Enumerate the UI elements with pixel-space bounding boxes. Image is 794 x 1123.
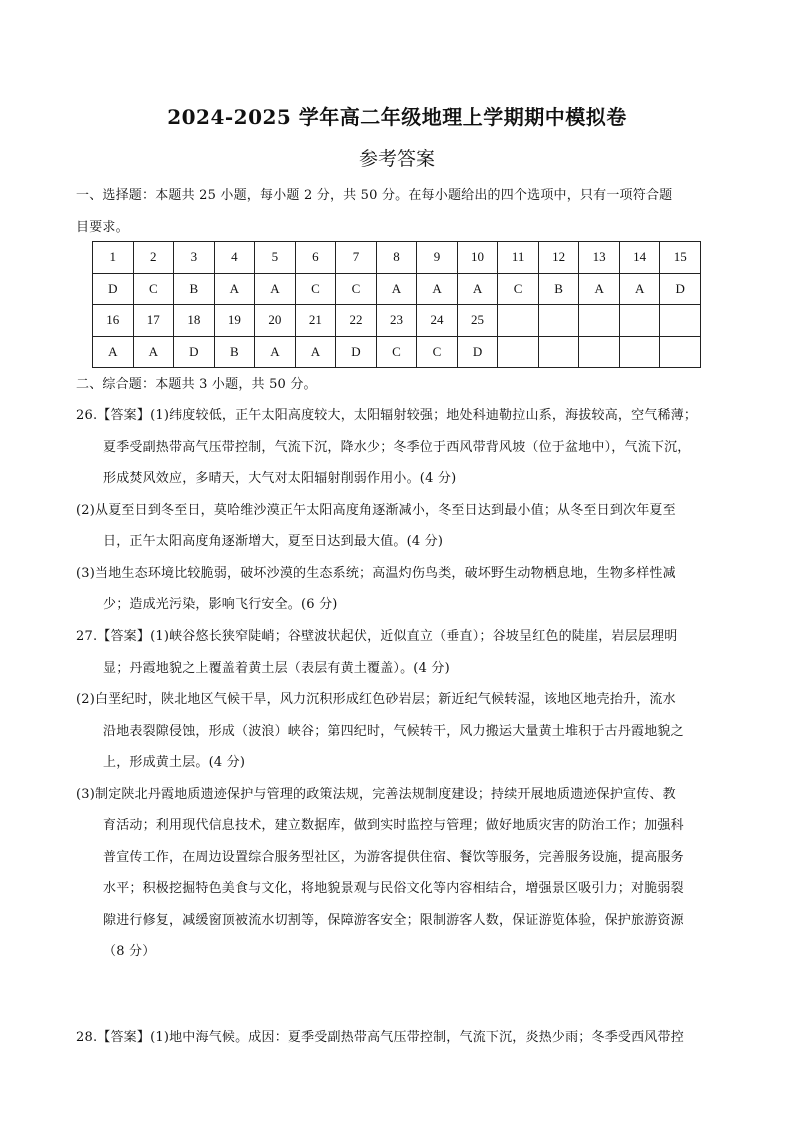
answer-cell: A: [255, 273, 296, 305]
question-number-cell: [579, 305, 620, 337]
question-number-cell: 7: [336, 242, 377, 274]
section1-line: 目要求。: [76, 219, 129, 235]
q26-line: 少；造成光污染，影响飞行安全。(6 分): [103, 597, 338, 612]
question-number-cell: [498, 305, 539, 337]
question-number-cell: 14: [619, 242, 660, 274]
question-number-cell: 11: [498, 242, 539, 274]
question-number-cell: [660, 305, 701, 337]
answer-cell: B: [538, 273, 579, 305]
question-number-cell: [538, 305, 579, 337]
q26-line: 26.【答案】(1)纬度较低，正午太阳高度较大，太阳辐射较强；地处科迪勒拉山系，海拔较高，空气稀薄；: [76, 408, 698, 423]
question-number-cell: 20: [255, 305, 296, 337]
q26-line: (2)从夏至日到冬至日，莫哈维沙漠正午太阳高度角逐渐减小，冬至日达到最小值；从冬至日到次年夏至: [76, 502, 676, 518]
question-number-cell: 1: [93, 242, 134, 274]
question-number-cell: 4: [214, 242, 255, 274]
q27-line: 隙进行修复，减缓窗顶被流水切割等，保障游客安全；限制游客人数，保证游览体验，保护旅游资源: [103, 912, 684, 928]
question-number-cell: 25: [457, 305, 498, 337]
answer-cell: [619, 336, 660, 368]
answer-cell: A: [457, 273, 498, 305]
question-number-cell: 19: [214, 305, 255, 337]
question-number-cell: 15: [660, 242, 701, 274]
answer-cell: [498, 336, 539, 368]
question-number-cell: 12: [538, 242, 579, 274]
answer-cell: C: [336, 273, 377, 305]
q27-line: （8 分）: [103, 944, 156, 959]
answer-row: [93, 336, 701, 368]
answer-cell: D: [174, 336, 215, 368]
q27-line: 沿地表裂隙侵蚀，形成（波浪）峡谷；第四纪时，气候转干，风力搬运大量黄土堆积于古丹霞地貌之: [103, 723, 684, 739]
answer-cell: C: [295, 273, 336, 305]
question-number-cell: 3: [174, 242, 215, 274]
q26-line: (3)当地生态环境比较脆弱，破坏沙漠的生态系统；高温灼伤鸟类，破坏野生动物栖息地，生物多样性减: [76, 565, 676, 581]
question-number-cell: 13: [579, 242, 620, 274]
question-number-cell: 8: [376, 242, 417, 274]
page-title: 2024-2025 学年高二年级地理上学期期中模拟卷: [167, 105, 627, 129]
q27-line: 显；丹霞地貌之上覆盖着黄土层（表层有黄土覆盖）。(4 分): [103, 660, 450, 676]
q27-line: 普宣传工作，在周边设置综合服务型社区，为游客提供住宿、餐饮等服务，完善服务设施，提高服务: [103, 849, 684, 865]
q27-line: 水平；积极挖掘特色美食与文化，将地貌景观与民俗文化等内容相结合，增强景区吸引力；对脆弱裂: [103, 881, 684, 896]
q27-line: 育活动；利用现代信息技术，建立数据库，做到实时监控与管理；做好地质灾害的防治工作；加强科: [103, 818, 684, 833]
question-number-cell: 21: [295, 305, 336, 337]
question-number-row: [93, 242, 701, 274]
page-subtitle: 参考答案: [358, 148, 435, 170]
question-number-cell: 16: [93, 305, 134, 337]
question-27: [76, 621, 684, 968]
section1-line: 一、选择题：本题共 25 小题，每小题 2 分，共 50 分。在每小题给出的四个选项中，只有一项符合题: [76, 188, 673, 203]
answer-cell: [538, 336, 579, 368]
question-number-cell: 18: [174, 305, 215, 337]
answer-cell: A: [579, 273, 620, 305]
answer-cell: A: [417, 273, 458, 305]
q26-line: 夏季受副热带高气压带控制，气流下沉，降水少；冬季位于西风带背风坡（位于盆地中），气流下沉，: [103, 439, 691, 455]
question-number-cell: 2: [133, 242, 174, 274]
q26-line: 日，正午太阳高度角逐渐增大，夏至日达到最大值。(4 分): [103, 534, 444, 549]
question-number-cell: 23: [376, 305, 417, 337]
question-number-row: [93, 305, 701, 337]
answer-cell: C: [417, 336, 458, 368]
q27-line: 上，形成黄土层。(4 分): [103, 755, 246, 770]
answer-cell: A: [295, 336, 336, 368]
question-number-cell: [619, 305, 660, 337]
answer-cell: A: [255, 336, 296, 368]
section1-instructions: [76, 180, 672, 243]
answer-row: [93, 273, 701, 305]
answer-cell: A: [93, 336, 134, 368]
question-26: [76, 400, 697, 621]
question-number-cell: 22: [336, 305, 377, 337]
question-number-cell: 17: [133, 305, 174, 337]
section2-heading: [76, 369, 317, 401]
question-28: [76, 1022, 684, 1054]
answer-cell: D: [93, 273, 134, 305]
q27-line: (2)白垩纪时，陕北地区气候干旱，风力沉积形成红色砂岩层；新近纪气候转湿，该地区地壳抬升，流水: [76, 692, 676, 707]
answer-cell: A: [214, 273, 255, 305]
answer-cell: B: [174, 273, 215, 305]
q27-line: 27.【答案】(1)峡谷悠长狭窄陡峭；谷壁波状起伏，近似直立（垂直）；谷坡呈红色的陡崖，岩层层理明: [76, 629, 678, 644]
answer-cell: D: [457, 336, 498, 368]
q28-line: 28.【答案】(1)地中海气候。成因：夏季受副热带高气压带控制，气流下沉，炎热少雨；冬季受西风带控: [76, 1030, 684, 1045]
question-number-cell: 10: [457, 242, 498, 274]
question-number-cell: 24: [417, 305, 458, 337]
question-number-cell: 9: [417, 242, 458, 274]
answer-cell: A: [619, 273, 660, 305]
answer-cell: C: [133, 273, 174, 305]
answer-cell: C: [376, 336, 417, 368]
answer-cell: C: [498, 273, 539, 305]
answer-cell: A: [376, 273, 417, 305]
answer-cell: D: [660, 273, 701, 305]
answer-cell: A: [133, 336, 174, 368]
answer-table: [92, 241, 701, 368]
q27-line: (3)制定陕北丹霞地质遗迹保护与管理的政策法规，完善法规制度建设；持续开展地质遗迹保护宣传、教: [76, 786, 676, 802]
section2-line: 二、综合题：本题共 3 小题，共 50 分。: [76, 377, 317, 392]
answer-cell: [660, 336, 701, 368]
answer-cell: B: [214, 336, 255, 368]
answer-cell: D: [336, 336, 377, 368]
question-number-cell: 5: [255, 242, 296, 274]
question-number-cell: 6: [295, 242, 336, 274]
q26-line: 形成焚风效应，多晴天，大气对太阳辐射削弱作用小。(4 分): [103, 471, 457, 486]
answer-cell: [579, 336, 620, 368]
